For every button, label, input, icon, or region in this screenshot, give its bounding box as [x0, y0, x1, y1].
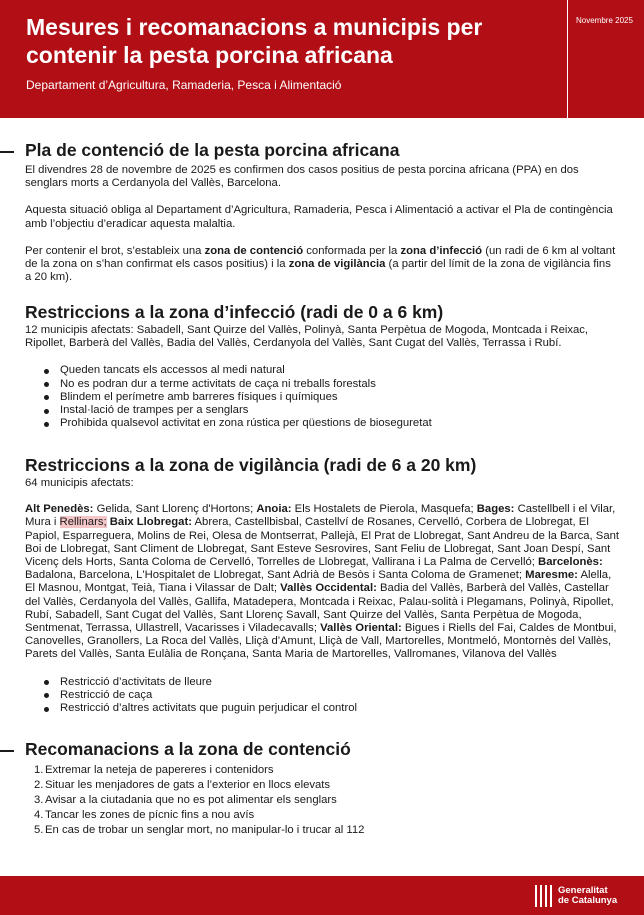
- list-item: Queden tancats els accessos al medi natural: [44, 364, 644, 377]
- region-list: Badia del Vallès, Barberà del Vallès, Castellar del Vallès, Cerdanyola del Vallès, Gallifa, Matadepera, Montcada i Reixac, Palau-solità i Plegamans, Polinyà, Ripollet, Rubí, Sabadell, Sant Cugat del Vallès, Sant Llorenç Savall, Sant Quirze del Vallès, Santa Perpètua de Mogoda, Sentmenat, Terrassa, Ullastrell, Vacarisses i Viladecavalls;: [25, 582, 614, 635]
- vigilance-municipalities: [25, 503, 620, 661]
- infection-municipalities: 12 municipis afectats: Sabadell, Sant Quirze del Vallès, Polinyà, Santa Perpètua de Mogoda, Montcada i Reixac, Ripollet, Barberà del Vallès, Badia del Vallès, Cerdanyola del Vallès, Sant Cugat del Vallès, Terrassa i Rubí.: [25, 324, 589, 350]
- highlighted-municipality: Rellinars;: [59, 516, 107, 529]
- plan-text: (un radi de 6 km al voltant de la zona on s’han confirmat els casos positius) i la: [25, 244, 616, 271]
- list-item: Restricció d’activitats de lleure: [44, 676, 644, 689]
- plan-text: (a partir del límit de la zona de vigilància fins a 20 km).: [25, 258, 611, 284]
- date-box: [567, 0, 644, 118]
- infection-section: [0, 301, 644, 430]
- vigilance-section: [0, 454, 644, 715]
- list-item: Prohibida qualsevol activitat en zona rústica per qüestions de bioseguretat: [44, 417, 644, 430]
- item-number: 4.: [34, 809, 44, 821]
- section-marker: [0, 151, 14, 153]
- region-name: Vallès Oriental:: [320, 622, 402, 635]
- region-name: Anoia:: [256, 503, 292, 516]
- containment-zone-term: zona de contenció: [204, 244, 304, 257]
- list-item: Restricció de caça: [44, 689, 644, 702]
- page-header: [0, 0, 644, 118]
- list-item: [34, 808, 644, 823]
- infection-zone-term: zona d’infecció: [400, 244, 483, 257]
- list-item: [34, 793, 644, 808]
- region-list: Castellbell i el Vilar, Mura i: [25, 503, 616, 529]
- logo-line: Generalitat: [558, 885, 608, 896]
- plan-title: Pla de contenció de la pesta porcina africana: [25, 140, 400, 160]
- list-item: [34, 823, 644, 838]
- list-item: [34, 778, 644, 793]
- list-item: [34, 763, 644, 778]
- plan-paragraph-3: [25, 245, 620, 285]
- recommendations-list: [34, 763, 644, 838]
- region-list: Gelida, Sant Llorenç d'Hortons;: [96, 503, 254, 516]
- page-footer: [0, 876, 644, 915]
- item-text: Avisar a la ciutadania que no es pot alimentar els senglars: [45, 794, 337, 806]
- region-name: Barcelonès:: [538, 556, 603, 569]
- infection-title: Restriccions a la zona d’infecció (radi de 0 a 6 km): [25, 302, 444, 322]
- item-number: 1.: [34, 764, 44, 776]
- plan-paragraph-2: Aquesta situació obliga al Departament d’Agricultura, Ramaderia, Pesca i Alimentació a activar el Pla de contingència amb l’objectiu d’eradicar aquesta malaltia.: [25, 204, 613, 230]
- item-text: En cas de trobar un senglar mort, no manipular-lo i trucar al 112: [45, 824, 365, 836]
- region-name: Alt Penedès:: [25, 503, 94, 516]
- region-list: Els Hostalets de Pierola, Masquefa;: [294, 503, 474, 516]
- publication-date: Novembre 2025: [576, 16, 633, 25]
- item-number: 3.: [34, 794, 44, 806]
- item-text: Tancar les zones de pícnic fins a nou avís: [45, 809, 255, 821]
- list-item: Blindem el perímetre amb barreres físiques i químiques: [44, 391, 644, 404]
- region-list: Alella, El Masnou, Montgat, Teià, Tiana i Vilassar de Dalt;: [25, 569, 612, 595]
- page-title: Mesures i recomanacions a municipis per contenir la pesta porcina africana: [26, 14, 483, 68]
- list-item: Restricció d’altres activitats que puguin perjudicar el control: [44, 702, 644, 715]
- generalitat-logo-icon: [534, 885, 554, 907]
- item-text: Situar les menjadores de gats a l’exterior en llocs elevats: [45, 779, 331, 791]
- list-item: Instal·lació de trampes per a senglars: [44, 404, 644, 417]
- region-list: Badalona, Barcelona, L'Hospitalet de Llobregat, Sant Adrià de Besòs i Santa Coloma de Gramenet;: [25, 569, 523, 582]
- region-name: Maresme:: [525, 569, 578, 582]
- plan-text: Per contenir el brot, s’estableix una: [25, 244, 205, 257]
- plan-text: conformada per la: [303, 244, 401, 257]
- region-list: Bigues i Riells del Fai, Caldes de Montbui, Canovelles, Granollers, La Roca del Vallès, Lliçà d'Amunt, Lliçà de Vall, Martorelles, Montmeló, Montornès del Vallès, Parets del Vallès, Santa Eulàlia de Ronçana, Santa Maria de Martorelles, Vallromanes, Vilanova del Vallès: [25, 622, 617, 661]
- item-number: 2.: [34, 779, 44, 791]
- region-name: Baix Llobregat:: [109, 516, 192, 529]
- vigilance-title: Restriccions a la zona de vigilància (radi de 6 a 20 km): [25, 455, 477, 475]
- vigilance-zone-term: zona de vigilància: [288, 258, 386, 271]
- generalitat-logo-text: [558, 886, 638, 906]
- item-text: Extremar la neteja de papereres i contenidors: [45, 764, 274, 776]
- section-marker: [0, 750, 14, 752]
- item-number: 5.: [34, 824, 44, 836]
- plan-paragraph-1: El divendres 28 de novembre de 2025 es confirmen dos casos positius de pesta porcina africana (PPA) en dos senglars morts a Cerdanyola del Vallès, Barcelona.: [25, 164, 579, 190]
- list-item: No es podran dur a terme activitats de caça ni treballs forestals: [44, 378, 644, 391]
- region-list: Abrera, Castellbisbal, Castellví de Rosanes, Cervelló, Corbera de Llobregat, El Papiol, Esparreguera, Molins de Rei, Olesa de Montserrat, Pallejà, El Prat de Llobregat, Sant Andreu de la Barca, Sant Boi de Llobregat, Sant Climent de Llobregat, Sant Esteve Sesrovires, Sant Feliu de Llobregat, Sant Joan Despí, Sant Vicenç dels Horts, Santa Coloma de Cervelló, Torrelles de Llobregat, Vallirana i La Palma de Cervelló;: [25, 516, 620, 569]
- plan-section: [0, 139, 644, 284]
- department-name: Departament d’Agricultura, Ramaderia, Pesca i Alimentació: [26, 78, 342, 92]
- region-name: Bages:: [476, 503, 515, 516]
- vigilance-count: 64 municipis afectats:: [25, 477, 134, 489]
- recommendations-title: Recomanacions a la zona de contenció: [25, 739, 351, 759]
- recommendations-section: [0, 738, 644, 838]
- infection-restrictions: [44, 364, 644, 430]
- region-name: Vallès Occidental:: [280, 582, 377, 595]
- vigilance-restrictions: [44, 676, 644, 716]
- logo-line: de Catalunya: [558, 895, 618, 906]
